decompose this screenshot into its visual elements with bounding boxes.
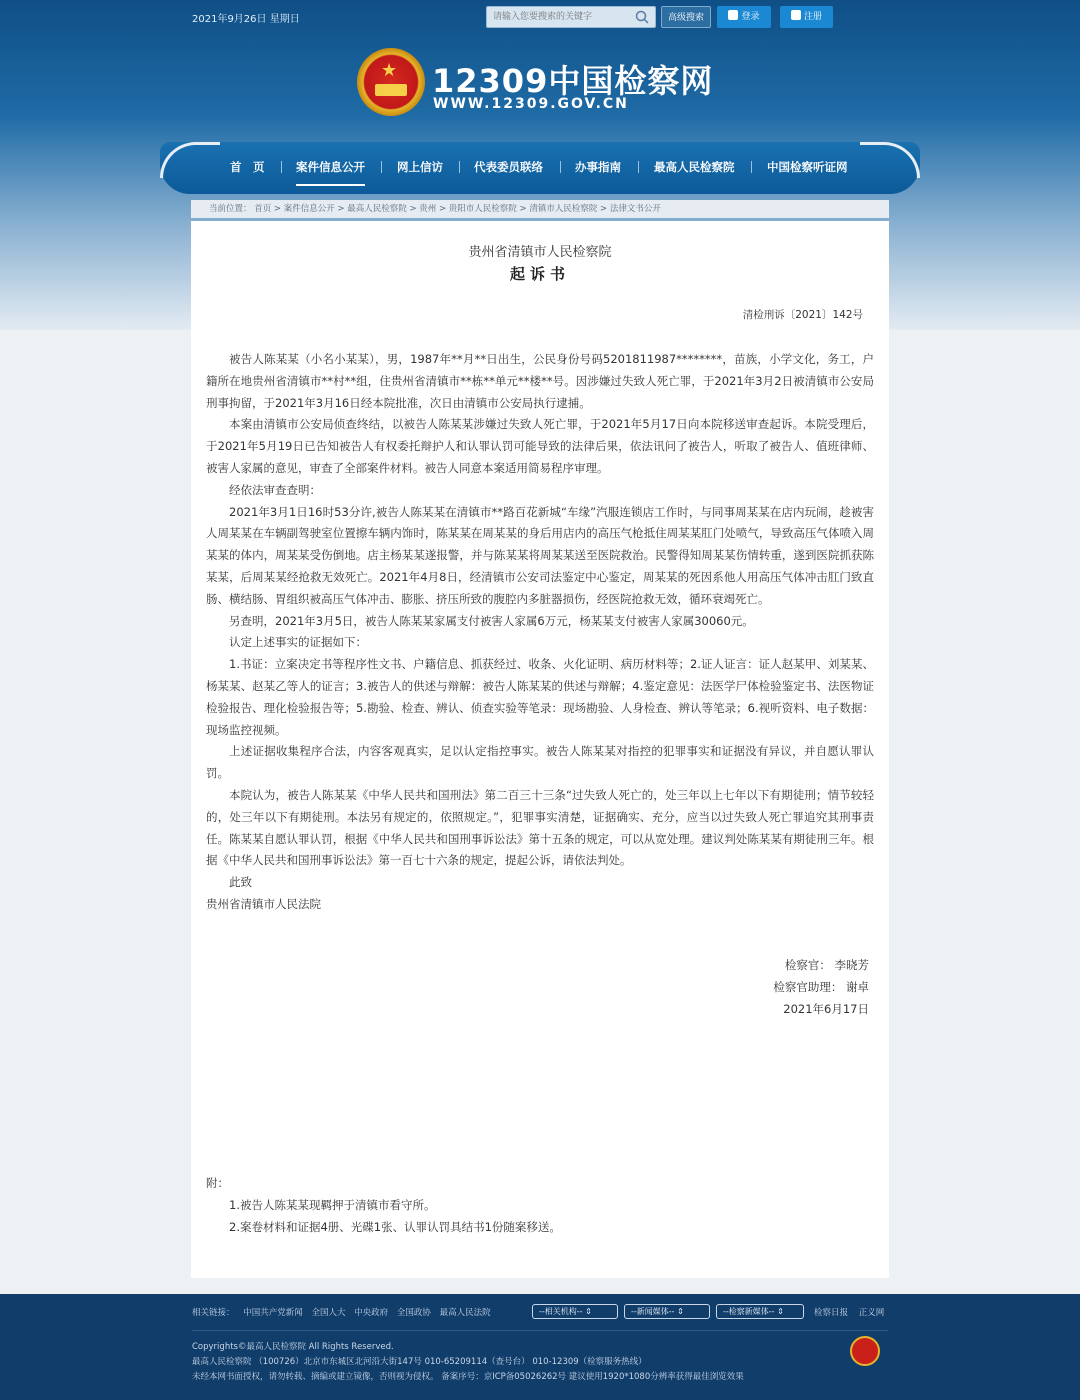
copyright-text: Copyrights©最高人民检察院 All Rights Reserved.	[192, 1342, 394, 1352]
footer-link[interactable]: 全国政协	[396, 1308, 431, 1318]
document-number: 清检刑诉〔2021〕142号	[742, 309, 863, 321]
national-emblem-logo	[357, 48, 425, 116]
login-button[interactable]	[717, 6, 771, 28]
footer-link[interactable]: 全国人大	[311, 1308, 346, 1318]
nav-item-hearing[interactable]: 中国检察听证网	[767, 160, 848, 174]
login-label: 登录	[741, 12, 760, 22]
procuratorate-media-select-value: --检察新媒体--	[723, 1307, 775, 1316]
nav-item-deputy-liaison[interactable]: 代表委员联络	[474, 160, 543, 174]
nav-separator	[381, 161, 382, 173]
related-org-select[interactable]: --相关机构-- ⇕	[532, 1304, 618, 1319]
notice-text: 未经本网书面授权，请勿转载、摘编或建立镜像，否则视为侵权。 备案序号：京ICP备05026262号 建议使用1920*1080分辨率获得最佳浏览效果	[192, 1372, 744, 1382]
site-title[interactable]: 12309中国检察网	[432, 62, 714, 100]
nav-separator	[459, 161, 460, 173]
nav-item-spp[interactable]: 最高人民检察院	[654, 160, 735, 174]
related-links-label: 相关链接：	[192, 1308, 235, 1318]
paragraph: 经依法审查查明：	[229, 482, 321, 497]
procuratorate-media-select[interactable]: --检察新媒体-- ⇕	[716, 1304, 804, 1319]
nav-item-petition[interactable]: 网上信访	[397, 160, 443, 174]
paragraph: 2021年3月1日16时53分许,被告人陈某某在清镇市**路百花新城“车缘”汽服连锁店工作时，与同事周某某在店内玩闹，趁被害人周某某在车辆副驾驶室位置擦车辆内饰时，陈某某在周某某的身后用店内的高压气枪抵住周某某肛门处喷气，导致高压气体喷入周某某的体内，周某某受伤倒地。店主杨某某遂报警，并与陈某某将周某某送至医院救治。民警得知周某某伤情转重，遂到医院抓获陈某某，后周某某经抢救无效死亡。2021年4月8日，经清镇市公安司法鉴定中心鉴定，周某某的死因系他人用高压气体冲击肛门致直肠、横结肠、胃组织被高压气体冲击、膨胀、挤压所致的腹腔内多脏器损伤，经医院抢救无效，循环衰竭死亡。	[206, 504, 874, 606]
register-label: 注册	[803, 12, 822, 22]
nav-item-case-info[interactable]: 案件信息公开	[296, 158, 365, 186]
attachment-item: 1.被告人陈某某现羁押于清镇市看守所。	[229, 1198, 436, 1212]
edit-icon	[791, 10, 801, 20]
attachment-label: 附：	[206, 1176, 229, 1190]
advanced-search-button[interactable]: 高级搜索	[661, 6, 711, 28]
nav-item-guide[interactable]: 办事指南	[575, 160, 621, 174]
address-text: 最高人民检察院 （100726）北京市东城区北河沿大街147号 010-65209114（查号台） 010-12309（检察服务热线）	[192, 1357, 647, 1367]
news-media-select-value: --新闻媒体--	[631, 1307, 675, 1316]
page-footer	[0, 1294, 1080, 1400]
document-organization: 贵州省清镇市人民检察院	[468, 245, 612, 260]
nav-separator	[560, 161, 561, 173]
footer-link[interactable]: 中国共产党新闻	[243, 1308, 303, 1318]
footer-link[interactable]: 检察日报	[814, 1308, 849, 1318]
indictment-document	[191, 221, 889, 1278]
search-icon[interactable]	[635, 10, 649, 24]
footer-link[interactable]: 正义网	[858, 1308, 885, 1318]
footer-link[interactable]: 中央政府	[354, 1308, 389, 1318]
nav-separator	[281, 161, 282, 173]
addressee: 贵州省清镇市人民法院	[206, 896, 321, 911]
paragraph: 此致	[229, 875, 252, 890]
footer-link[interactable]: 最高人民法院	[439, 1308, 491, 1318]
footer-divider	[192, 1330, 888, 1331]
news-media-select[interactable]: --新闻媒体-- ⇕	[624, 1304, 710, 1319]
gate-icon	[375, 84, 407, 96]
paragraph: 认定上述事实的证据如下：	[229, 635, 367, 650]
nav-item-home[interactable]: 首 页	[230, 160, 265, 174]
government-site-badge-icon[interactable]	[850, 1336, 880, 1366]
prosecutor-signature: 检察官： 李晓芳	[784, 958, 869, 972]
signature-date: 2021年6月17日	[783, 1002, 869, 1016]
nav-separator	[638, 161, 639, 173]
assistant-signature: 检察官助理： 谢卓	[773, 980, 869, 994]
site-url: WWW.12309.GOV.CN	[433, 96, 629, 112]
related-org-select-value: --相关机构--	[539, 1307, 583, 1316]
document-title: 起诉书	[509, 265, 570, 283]
attachment-item: 2.案卷材料和证据4册、光碟1张、认罪认罚具结书1份随案移送。	[229, 1220, 561, 1234]
paragraph: 本院认为，被告人陈某某《中华人民共和国刑法》第二百三十三条“过失致人死亡的，处三年以上七年以下有期徒刑；情节较轻的，处三年以下有期徒刑。本法另有规定的，依照规定。”，犯罪事实清楚，证据确实、充分，应当以过失致人死亡罪追究其刑事责任。陈某某自愿认罪认罚，根据《中华人民共和国刑事诉讼法》第十五条的规定，可以从宽处理。建议判处陈某某有期徒刑三年。根据《中华人民共和国刑事诉讼法》第一百七十六条的规定，提起公诉，请依法判处。	[206, 787, 874, 868]
document-body	[206, 349, 874, 916]
paragraph: 本案由清镇市公安局侦查终结，以被告人陈某某涉嫌过失致人死亡罪，于2021年5月17日向本院移送审查起诉。本院受理后，于2021年5月19日已告知被告人有权委托辩护人和认罪认罚可能导致的法律后果，依法讯问了被告人，听取了被告人、值班律师、被害人家属的意见，审查了全部案件材料。被告人同意本案适用简易程序审理。	[206, 417, 874, 475]
paragraph: 被告人陈某某（小名小某某），男，1987年**月**日出生，公民身份号码5201811987********，苗族，小学文化，务工，户籍所在地贵州省清镇市**村**组，住贵州省清镇市**栋**单元**楼**号。因涉嫌过失致人死亡罪，于2021年3月2日被清镇市公安局刑事拘留，于2021年3月16日经本院批准，次日由清镇市公安局执行逮捕。	[206, 352, 874, 410]
search-input[interactable]	[493, 10, 633, 24]
paragraph: 上述证据收集程序合法，内容客观真实，足以认定指控事实。被告人陈某某对指控的犯罪事实和证据没有异议，并自愿认罪认罚。	[206, 744, 874, 781]
star-icon: ★	[381, 60, 398, 81]
related-links	[192, 1306, 497, 1318]
current-date: 2021年9月26日 星期日	[192, 14, 300, 25]
user-icon	[728, 10, 738, 20]
paragraph: 1.书证：立案决定书等程序性文书、户籍信息、抓获经过、收条、火化证明、病历材料等；2.证人证言：证人赵某甲、刘某某、杨某某、赵某乙等人的证言；3.被告人的供述与辩解：被告人陈某某的供述与辩解；4.鉴定意见：法医学尸体检验鉴定书、法医物证检验报告、理化检验报告等；5.勘验、检查、辨认、侦查实验等笔录：现场勘验、人身检查、辨认等笔录；6.视听资料、电子数据：现场监控视频。	[206, 657, 874, 737]
nav-separator	[751, 161, 752, 173]
register-button[interactable]	[780, 6, 833, 28]
search-box[interactable]	[486, 6, 656, 28]
breadcrumb[interactable]: 当前位置： 首页 > 案件信息公开 > 最高人民检察院 > 贵州 > 贵阳市人民检察院 > 清镇市人民检察院 > 法律文书公开	[191, 200, 889, 218]
attachments	[206, 1172, 874, 1238]
paragraph: 另查明，2021年3月5日，被告人陈某某家属支付被害人家属6万元，杨某某支付被害人家属30060元。	[229, 613, 754, 628]
footer-right-links	[814, 1306, 892, 1318]
top-bar	[0, 6, 1080, 28]
